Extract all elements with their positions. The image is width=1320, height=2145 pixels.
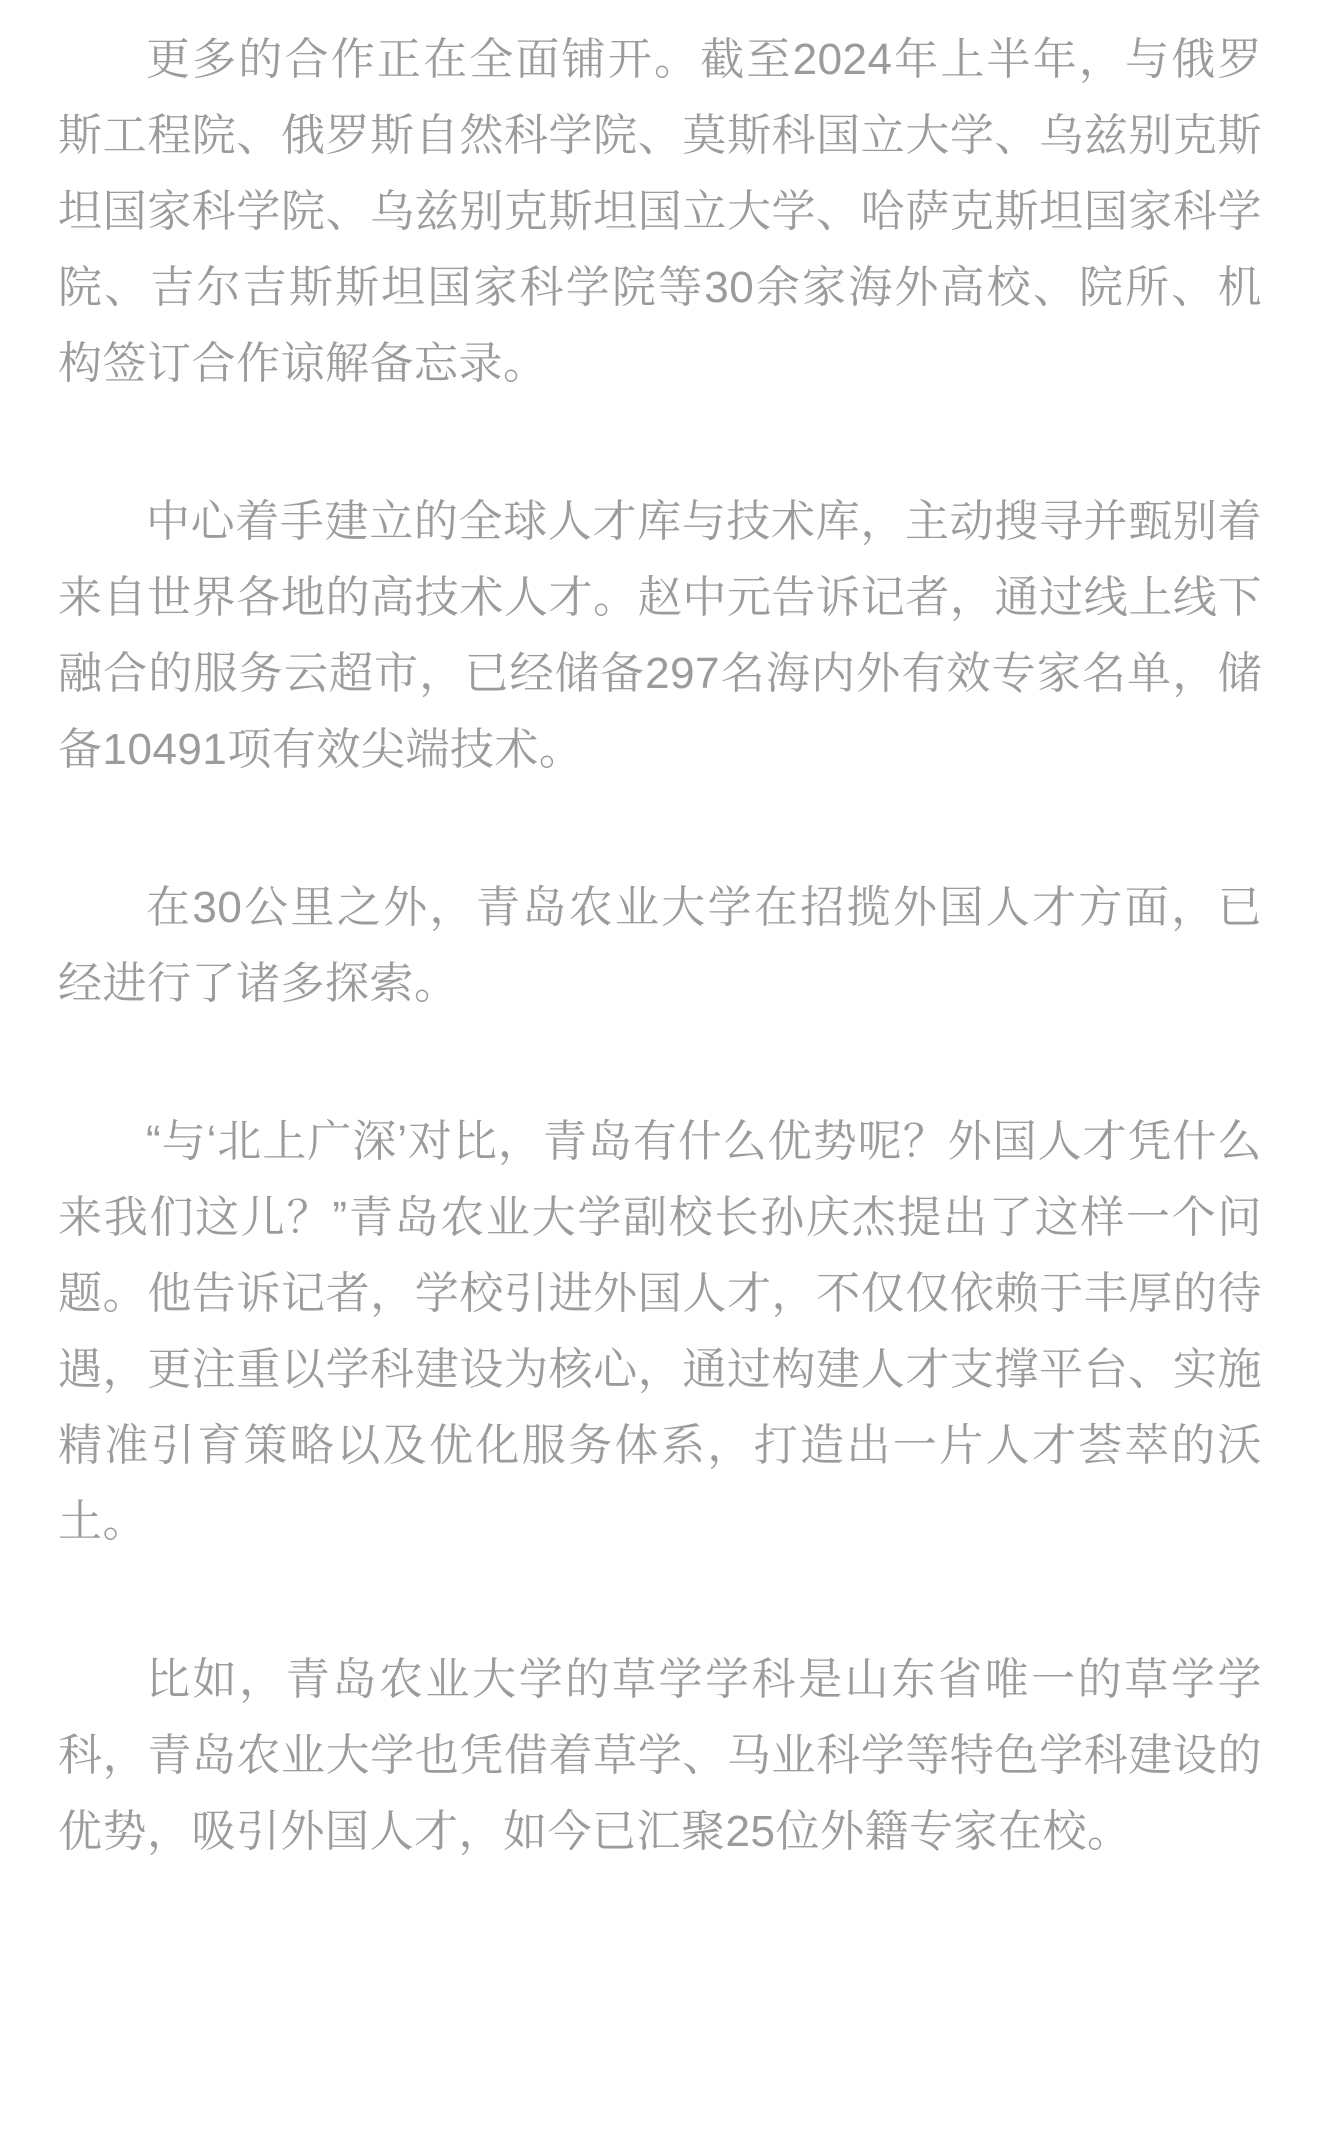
paragraph: 更多的合作正在全面铺开。截至2024年上半年，与俄罗斯工程院、俄罗斯自然科学院、莫斯科国立大学、乌兹别克斯坦国家科学院、乌兹别克斯坦国立大学、哈萨克斯坦国家科学院、吉尔吉斯斯坦国家科学院等30余家海外高校、院所、机构签订合作谅解备忘录。 <box>58 35 1262 388</box>
paragraph: 比如，青岛农业大学的草学学科是山东省唯一的草学学科，青岛农业大学也凭借着草学、马业科学等特色学科建设的优势，吸引外国人才，如今已汇聚25位外籍专家在校。 <box>58 1655 1262 1856</box>
paragraph: “与‘北上广深’对比，青岛有什么优势呢？外国人才凭什么来我们这儿？”青岛农业大学副校长孙庆杰提出了这样一个问题。他告诉记者，学校引进外国人才，不仅仅依赖于丰厚的待遇，更注重以学科建设为核心，通过构建人才支撑平台、实施精准引育策略以及优化服务体系，打造出一片人才荟萃的沃土。 <box>58 1117 1262 1546</box>
article-body <box>58 22 1262 1870</box>
paragraph: 在30公里之外，青岛农业大学在招揽外国人才方面，已经进行了诸多探索。 <box>58 883 1262 1008</box>
paragraph: 中心着手建立的全球人才库与技术库，主动搜寻并甄别着来自世界各地的高技术人才。赵中元告诉记者，通过线上线下融合的服务云超市，已经储备297名海内外有效专家名单，储备10491项有效尖端技术。 <box>58 497 1262 774</box>
